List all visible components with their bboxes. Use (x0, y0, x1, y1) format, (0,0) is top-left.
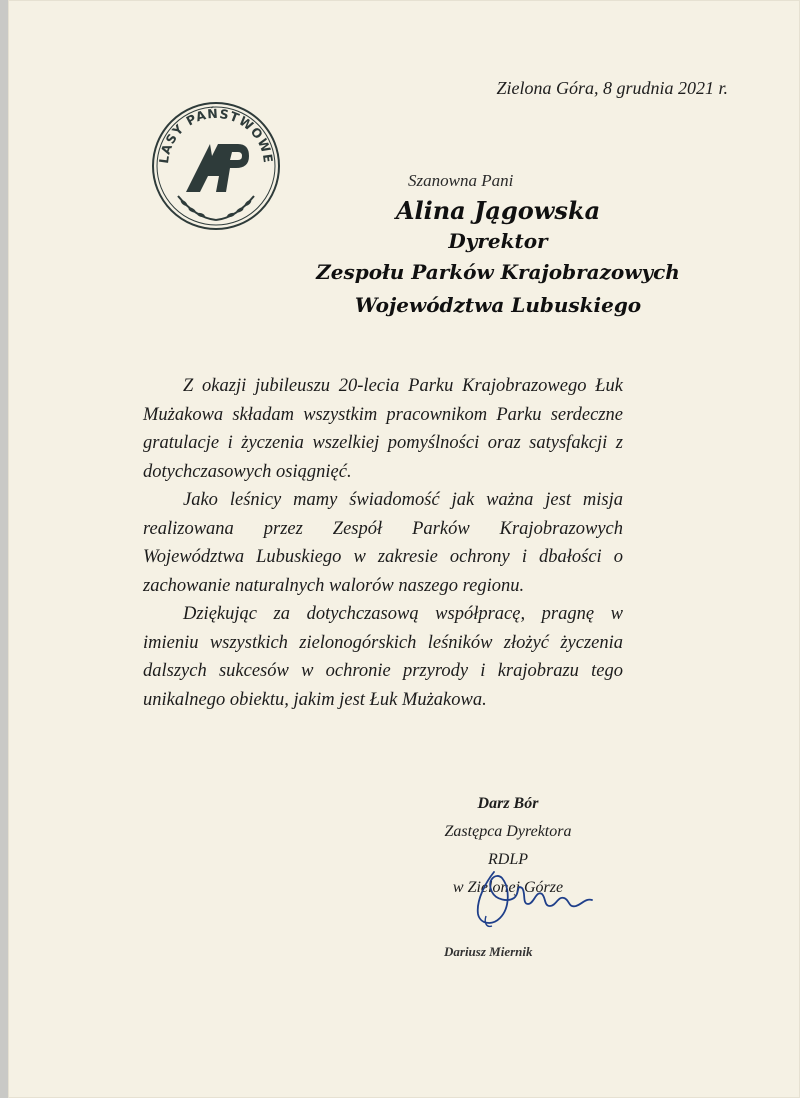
signer-role: Zastępca Dyrektora (444, 823, 572, 840)
paragraph-1: Z okazji jubileuszu 20-lecia Parku Krajobrazowego Łuk Mużakowa składam wszystkim pracownikom Parku serdeczne gratulacje i życzenia wszelkiej pomyślności oraz satysfakcji z dotychczasowych osiągnięć. (143, 376, 623, 482)
emblem-icon (150, 100, 282, 232)
signer-city: w Zielonej Górze (452, 879, 564, 896)
svg-text:LASY PAŃSTWOWE: LASY PAŃSTWOWE (155, 105, 277, 165)
signer-org: RDLP (488, 851, 528, 868)
addressee-name: Alina Jągowska (395, 196, 601, 225)
paragraph-2: Jako leśnicy mamy świadomość jak ważna jest misja realizowana przez Zespół Parków Krajobrazowych Województwa Lubuskiego w zakresie ochrony i dbałości o zachowanie naturalnych walorów naszego regionu. (143, 490, 623, 596)
addressee-title: Dyrektor (448, 229, 548, 253)
handwritten-signature (456, 862, 611, 937)
addressee-org-line2: Województwa Lubuskiego (354, 293, 642, 317)
place-date: Zielona Góra, 8 grudnia 2021 r. (496, 78, 728, 98)
lasy-panstwowe-logo (150, 100, 282, 232)
paragraph-3: Dziękując za dotychczasową współpracę, pragnę w imieniu wszystkich zielonogórskich leśników złożyć życzenia dalszych sukcesów w ochronie przyrody i krajobrazu tego unikalnego obiektu, jakim jest Łuk Mużakowa. (143, 604, 623, 710)
letter-sheet (8, 0, 800, 1098)
letter-body (143, 372, 623, 714)
salutation: Szanowna Pani (408, 171, 514, 190)
signer-name: Dariusz Miernik (444, 944, 533, 959)
addressee-org-line1: Zespołu Parków Krajobrazowych (316, 260, 680, 284)
closing-greeting: Darz Bór (477, 795, 539, 812)
